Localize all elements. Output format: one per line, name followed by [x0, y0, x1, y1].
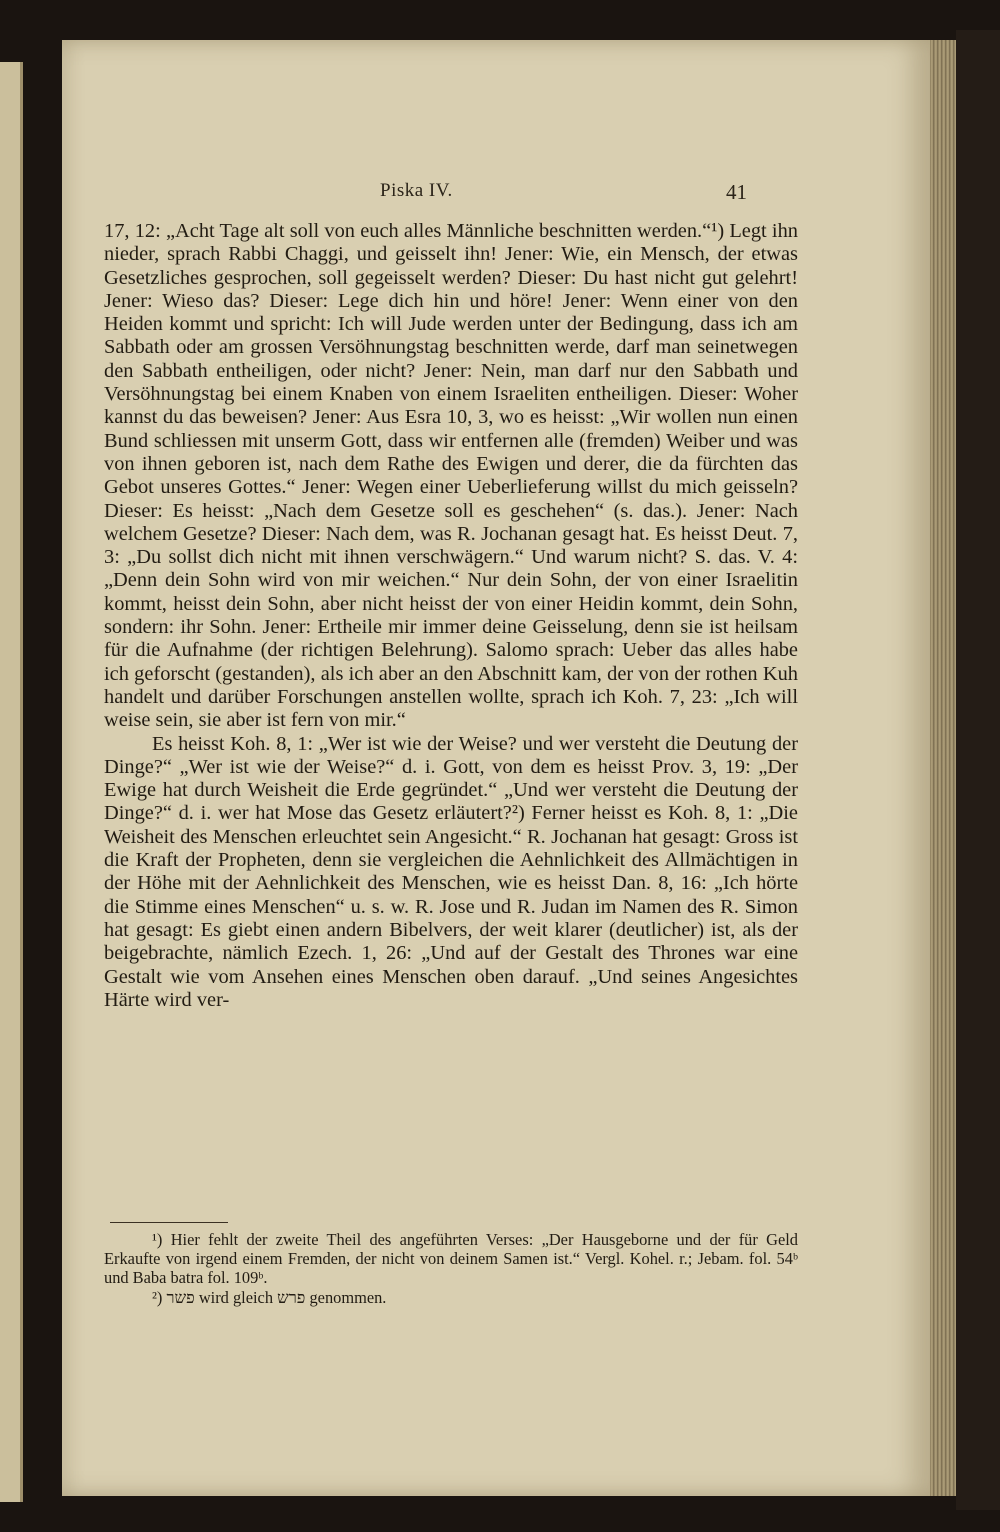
page-header	[62, 180, 930, 206]
footnote-1: ¹) Hier fehlt der zweite Theil des angeführten Verses: „Der Hausgeborne und der für Geld Erkaufte von irgend einem Fremden, der nicht von deinem Samen ist.“ Vergl. Kohel. r.; Jebam. fol. 54ᵇ und Baba batra fol. 109ᵇ.	[104, 1230, 798, 1288]
paragraph-2: Es heisst Koh. 8, 1: „Wer ist wie der Weise? und wer versteht die Deutung der Dinge?“ „Wer ist wie der Weise?“ d. i. Gott, von dem es heisst Prov. 3, 19: „Der Ewige hat durch Weisheit die Erde gegründet.“ „Und wer versteht die Deutung der Dinge?“ d. i. wer hat Mose das Gesetz erläutert?²) Ferner heisst es Koh. 8, 1: „Die Weisheit des Menschen erleuchtet sein Angesicht.“ R. Jochanan hat gesagt: Gross ist die Kraft der Propheten, denn sie vergleichen die Aehnlichkeit des Allmächtigen in der Höhe mit der Aehnlichkeit des Menschen, wie es heisst Dan. 8, 16: „Ich hörte die Stimme eines Menschen“ u. s. w. R. Jose und R. Judan im Namen des R. Simon hat gesagt: Es giebt einen andern Bibelvers, der weit klarer (deutlicher) ist, als der beigebrachte, nämlich Ezech. 1, 26: „Und auf der Gestalt des Thrones war eine Gestalt wie vom Ansehen eines Menschen oben darauf. „Und seines Angesichtes Härte wird ver-	[104, 732, 798, 1011]
main-text	[104, 220, 798, 1012]
paragraph-1: 17, 12: „Acht Tage alt soll von euch alles Männliche beschnitten werden.“¹) Legt ihn nieder, sprach Rabbi Chaggi, und geisselt ihn! Jener: Wie, ein Mensch, der etwas Gesetzliches gesprochen, soll gegeisselt werden? Dieser: Du hast nicht gut gelehrt! Jener: Wieso das? Dieser: Lege dich hin und höre! Jener: Wenn einer von den Heiden kommt und spricht: Ich will Jude werden unter der Bedingung, dass ich am Sabbath oder am grossen Versöhnungstag beschnitten werde, darf man seinetwegen den Sabbath entheiligen, oder nicht? Jener: Nein, man darf nur den Sabbath und Versöhnungstag bei einem Knaben von einem Israeliten entheiligen. Dieser: Woher kannst du das beweisen? Jener: Aus Esra 10, 3, wo es heisst: „Wir wollen nun einen Bund schliessen mit unserm Gott, dass wir entfernen alle (fremden) Weiber und was von ihnen geboren ist, nach dem Rathe des Ewigen und derer, die da fürchten das Gebot unseres Gottes.“ Jener: Wegen einer Ueberlieferung willst du mich geisseln? Dieser: Es heisst: „Nach dem Gesetze soll es geschehen“ (s. das.). Jener: Nach welchem Gesetze? Dieser: Nach dem, was R. Jochanan gesagt hat. Es heisst Deut. 7, 3: „Du sollst dich nicht mit ihnen verschwägern.“ Und warum nicht? S. das. V. 4: „Denn dein Sohn wird von mir weichen.“ Nur dein Sohn, der von einer Israelitin kommt, heisst dein Sohn, aber nicht heisst der von einer Heidin kommt, dein Sohn, sondern: ihr Sohn. Jener: Ertheile mir immer deine Geisselung, denn sie ist heilsam für die Aufnahme (der richtigen Belehrung). Salomo sprach: Ueber das alles habe ich geforscht (gestanden), als ich aber an den Abschnitt kam, der von der rothen Kuh handelt und darüber Forschungen anstellen wollte, sprach ich Koh. 7, 23: „Ich will weise sein, sie aber ist fern von mir.“	[104, 220, 798, 732]
footnote-2: ²) פשר wird gleich פרש genommen.	[152, 1287, 387, 1307]
running-head: Piska IV.	[380, 180, 453, 201]
page-number: 41	[726, 180, 747, 204]
footnotes	[104, 1230, 798, 1307]
page-block-edge	[930, 40, 956, 1496]
footnote-separator	[110, 1222, 228, 1223]
book-binding	[956, 30, 1000, 1510]
book-page	[62, 40, 930, 1496]
facing-page-edge	[0, 62, 23, 1502]
